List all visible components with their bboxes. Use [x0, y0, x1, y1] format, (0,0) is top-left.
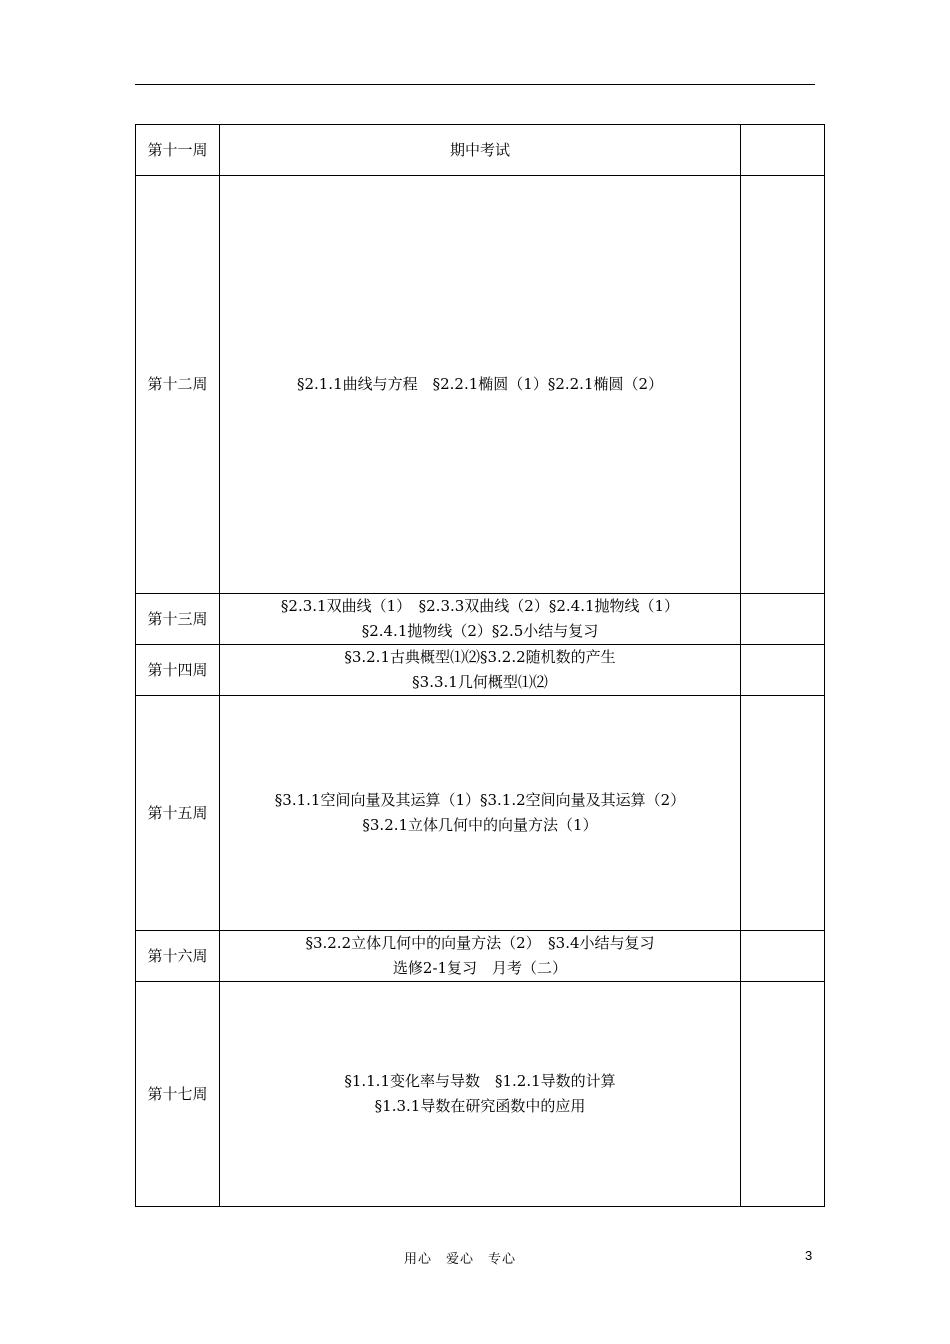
- table-row: [136, 982, 825, 1207]
- table-row: [136, 125, 825, 176]
- week-cell: [136, 982, 220, 1207]
- content-line: §3.2.2立体几何中的向量方法（2） §3.4小结与复习: [305, 934, 655, 952]
- content-line: §2.4.1抛物线（2）§2.5小结与复习: [361, 622, 599, 640]
- page-number: 3: [805, 1248, 813, 1263]
- week-cell: [136, 594, 220, 645]
- content-line: §3.3.1几何概型⑴⑵: [412, 673, 548, 691]
- content-line: 选修2-1复习 月考（二）: [392, 959, 568, 977]
- week-cell: [136, 125, 220, 176]
- week-cell: [136, 176, 220, 594]
- header-rule: [135, 84, 815, 85]
- table-row: [136, 594, 825, 645]
- note-cell: [741, 696, 825, 931]
- table-row: [136, 176, 825, 594]
- content-cell: [220, 125, 741, 176]
- content-line: §1.3.1导数在研究函数中的应用: [374, 1097, 586, 1115]
- content-cell: [220, 931, 741, 982]
- content-cell: [220, 645, 741, 696]
- note-cell: [741, 645, 825, 696]
- content-line: 期中考试: [449, 140, 510, 159]
- footer-motto: 用心 爱心 专心: [403, 1252, 516, 1267]
- content-line: §3.2.1古典概型⑴⑵§3.2.2随机数的产生: [344, 648, 616, 666]
- week-cell: [136, 931, 220, 982]
- content-cell: [220, 594, 741, 645]
- week-label: 第十五周: [147, 803, 208, 822]
- week-label: 第十七周: [147, 1084, 208, 1103]
- content-line: §2.3.1双曲线（1） §2.3.3双曲线（2）§2.4.1抛物线（1）: [280, 597, 680, 615]
- week-label: 第十六周: [147, 946, 208, 965]
- table-row: [136, 645, 825, 696]
- week-label: 第十一周: [147, 140, 208, 159]
- content-line: §1.1.1变化率与导数 §1.2.1导数的计算: [344, 1072, 616, 1090]
- week-label: 第十三周: [147, 609, 208, 628]
- content-line: §2.1.1曲线与方程 §2.2.1椭圆（1）§2.2.1椭圆（2）: [296, 375, 664, 393]
- content-cell: [220, 696, 741, 931]
- table-row: [136, 931, 825, 982]
- note-cell: [741, 594, 825, 645]
- content-cell: [220, 176, 741, 594]
- note-cell: [741, 931, 825, 982]
- note-cell: [741, 982, 825, 1207]
- week-cell: [136, 696, 220, 931]
- content-line: §3.2.1立体几何中的向量方法（1）: [362, 816, 598, 834]
- week-label: 第十二周: [147, 375, 208, 393]
- weekly-schedule-table: [135, 124, 825, 1207]
- content-cell: [220, 982, 741, 1207]
- content-line: §3.1.1空间向量及其运算（1）§3.1.2空间向量及其运算（2）: [274, 791, 686, 809]
- note-cell: [741, 125, 825, 176]
- week-label: 第十四周: [147, 660, 208, 679]
- table-row: [136, 696, 825, 931]
- note-cell: [741, 176, 825, 594]
- week-cell: [136, 645, 220, 696]
